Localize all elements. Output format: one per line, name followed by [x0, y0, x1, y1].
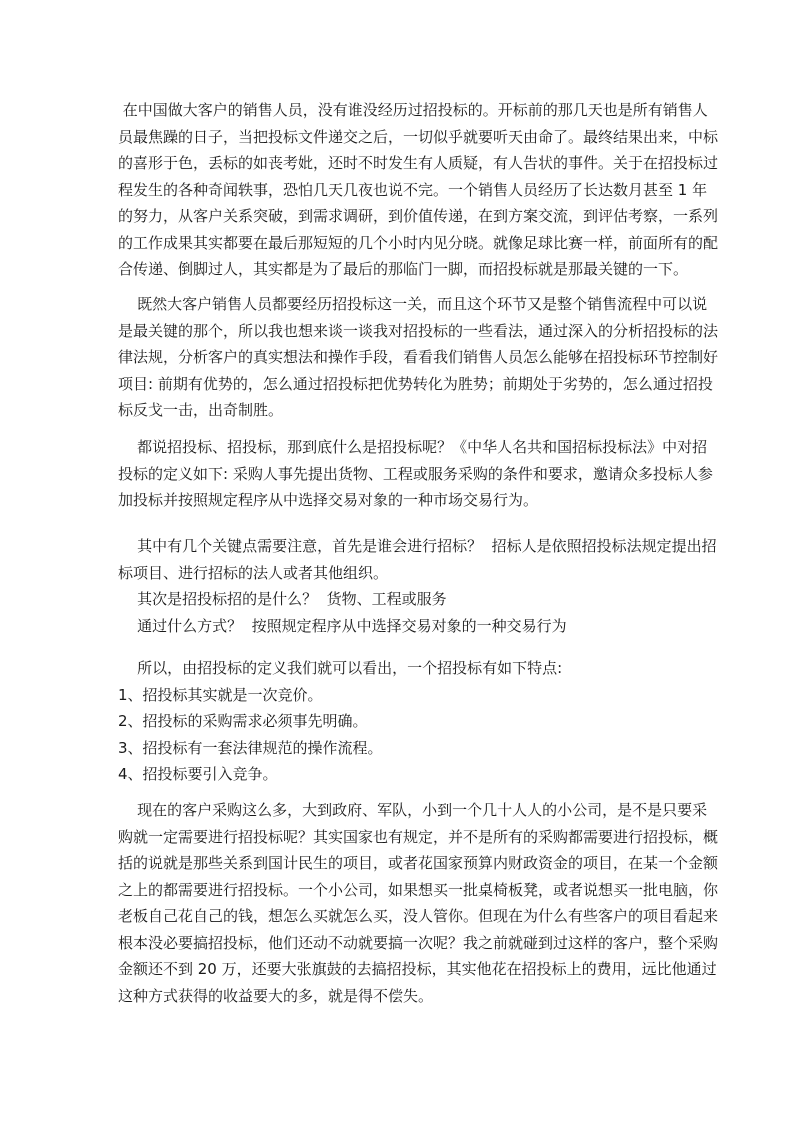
text-line: 4、招投标要引入竞争。: [118, 765, 278, 783]
text-line: 其次是招投标招的是什么？ 货物、工程或服务: [118, 590, 447, 608]
text-line: 投标的定义如下: 采购人事先提出货物、工程或服务采购的条件和要求，邀请众多投标人参: [118, 464, 713, 483]
text-line: 3、招投标有一套法律规范的操作流程。: [118, 738, 383, 757]
text-line: 现在的客户采购这么多，大到政府、军队，小到一个几十人人的小公司，是不是只要采: [118, 801, 708, 819]
text-line: 合传递、倒脚过人，其实都是为了最后的那临门一脚，而招投标就是那最关键的一下。: [118, 260, 689, 278]
text-line: 根本没必要搞招投标，他们还动不动就要搞一次呢？我之前就碰到过这样的客户，整个采购: [118, 933, 719, 952]
text-line: 其中有几个关键点需要注意，首先是谁会进行招标？ 招标人是依照招投标法规定提出招: [118, 537, 717, 555]
text-line: 老板自己花自己的钱，想怎么买就怎么买，没人管你。但现在为什么有些客户的项目看起来: [118, 907, 719, 925]
text-line: 括的说就是那些关系到国计民生的项目，或者花国家预算内财政资金的项目，在某一个金额: [118, 854, 719, 872]
text-line: 的工作成果其实都要在最后那短短的几个小时内见分晓。就像足球比赛一样，前面所有的配: [118, 233, 719, 252]
text-line: 之上的都需要进行招投标。一个小公司，如果想买一批桌椅板凳，或者说想买一批电脑，你: [118, 880, 719, 899]
text-line: 购就一定需要进行招投标呢？其实国家也有规定，并不是所有的采购都需要进行招投标，概: [118, 827, 719, 846]
text-line: 标反戈一击，出奇制胜。: [118, 401, 284, 419]
text-line: 加投标并按照规定程序从中选择交易对象的一种市场交易行为。: [118, 491, 539, 509]
text-line: 都说招投标、招投标，那到底什么是招投标呢？《中华人名共和国招标投标法》中对招: [118, 438, 708, 456]
text-line: 在中国做大客户的销售人员，没有谁没经历过招投标的。开标前的那几天也是所有销售人: [118, 101, 708, 119]
text-line: 既然大客户销售人员都要经历招投标这一关，而且这个环节又是整个销售流程中可以说: [118, 295, 708, 313]
text-line: 是最关键的那个，所以我也想来谈一谈我对招投标的一些看法，通过深入的分析招投标的法: [118, 321, 719, 340]
text-line: 2、招投标的采购需求必须事先明确。: [118, 712, 368, 730]
text-line: 程发生的各种奇闻轶事，恐怕几天几夜也说不完。一个销售人员经历了长达数月甚至 1 年: [118, 180, 708, 199]
text-line: 这种方式获得的收益要大的多，就是得不偿失。: [118, 986, 434, 1005]
text-line: 项目: 前期有优势的，怎么通过招投标把优势转化为胜势；前期处于劣势的，怎么通过招投: [118, 374, 713, 393]
text-line: 标项目、进行招标的法人或者其他组织。: [118, 563, 389, 582]
text-line: 员最焦躁的日子，当把投标文件递交之后，一切似乎就要听天由命了。最终结果出来，中标: [118, 127, 719, 146]
text-line: 1、招投标其实就是一次竞价。: [118, 685, 323, 704]
text-line: 律法规，分析客户的真实想法和操作手段，看看我们销售人员怎么能够在招投标环节控制好: [118, 348, 719, 366]
text-line: 金额还不到 20 万，还要大张旗鼓的去搞招投标，其实他花在招投标上的费用，远比他通过: [118, 960, 717, 978]
text-line: 的努力，从客户关系突破，到需求调研，到价值传递，在到方案交流，到评估考察，一系列: [118, 207, 719, 225]
text-line: 所以，由招投标的定义我们就可以看出，一个招投标有如下特点:: [118, 659, 563, 677]
text-line: 的喜形于色，丢标的如丧考妣，还时不时发生有人质疑，有人告状的事件。关于在招投标过: [118, 154, 719, 172]
text-line: 通过什么方式？ 按照规定程序从中选择交易对象的一种交易行为: [118, 616, 567, 635]
